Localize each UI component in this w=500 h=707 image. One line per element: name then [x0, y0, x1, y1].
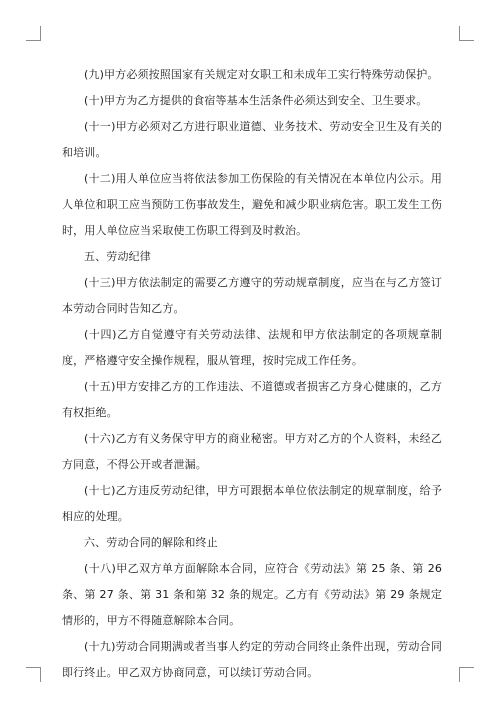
section-heading-termination: 六、劳动合同的解除和终止 — [84, 536, 218, 549]
clause-15: (十五)甲方安排乙方的工作违法、不道德或者损害乙方身心健康的，乙方有权拒绝。 — [62, 380, 442, 419]
clause-13: (十三)甲方依法制定的需要乙方遵守的劳动规章制度，应当在与乙方签订本劳动合同时告知乙方。 — [62, 276, 442, 315]
clause-10: (十)甲方为乙方提供的食宿等基本生活条件必须达到安全、卫生要求。 — [84, 94, 428, 107]
clause-17: (十七)乙方违反劳动纪律，甲方可跟据本单位依法制定的规章制度，给予相应的处理。 — [62, 484, 442, 523]
section-heading-labor-discipline: 五、劳动纪律 — [84, 250, 151, 263]
document-body — [62, 62, 442, 686]
crop-mark-top-right — [459, 26, 474, 41]
clause-12: (十二)用人单位应当将依法参加工伤保险的有关情况在本单位内公示。用人单位和职工应当预防工伤事故发生，避免和减少职业病危害。职工发生工伤时，用人单位应当采取使工伤职工得到及时救治。 — [62, 172, 442, 237]
clause-11: (十一)甲方必须对乙方进行职业道德、业务技术、劳动安全卫生及有关的和培训。 — [62, 120, 442, 159]
clause-14: (十四)乙方自觉遵守有关劳动法律、法规和甲方依法制定的各项规章制度，严格遵守安全操作规程，服从管理，按时完成工作任务。 — [62, 328, 442, 367]
crop-mark-top-left — [26, 26, 41, 41]
crop-mark-bottom-left — [26, 667, 41, 682]
clause-16: (十六)乙方有义务保守甲方的商业秘密。甲方对乙方的个人资料，未经乙方同意，不得公开或者泄漏。 — [62, 432, 442, 471]
clause-9: (九)甲方必须按照国家有关规定对女职工和未成年工实行特殊劳动保护。 — [84, 68, 439, 81]
clause-19: (十九)劳动合同期满或者当事人约定的劳动合同终止条件出现，劳动合同即行终止。甲乙双方协商同意，可以续订劳动合同。 — [62, 640, 442, 679]
clause-18: (十八)甲乙双方单方面解除本合同，应符合《劳动法》第 25 条、第 26 条、第 27 条、第 31 条和第 32 条的规定。乙方有《劳动法》第 29 条规定情形的，甲方不得随意解除本合同。 — [62, 562, 442, 627]
crop-mark-bottom-right — [459, 667, 474, 682]
